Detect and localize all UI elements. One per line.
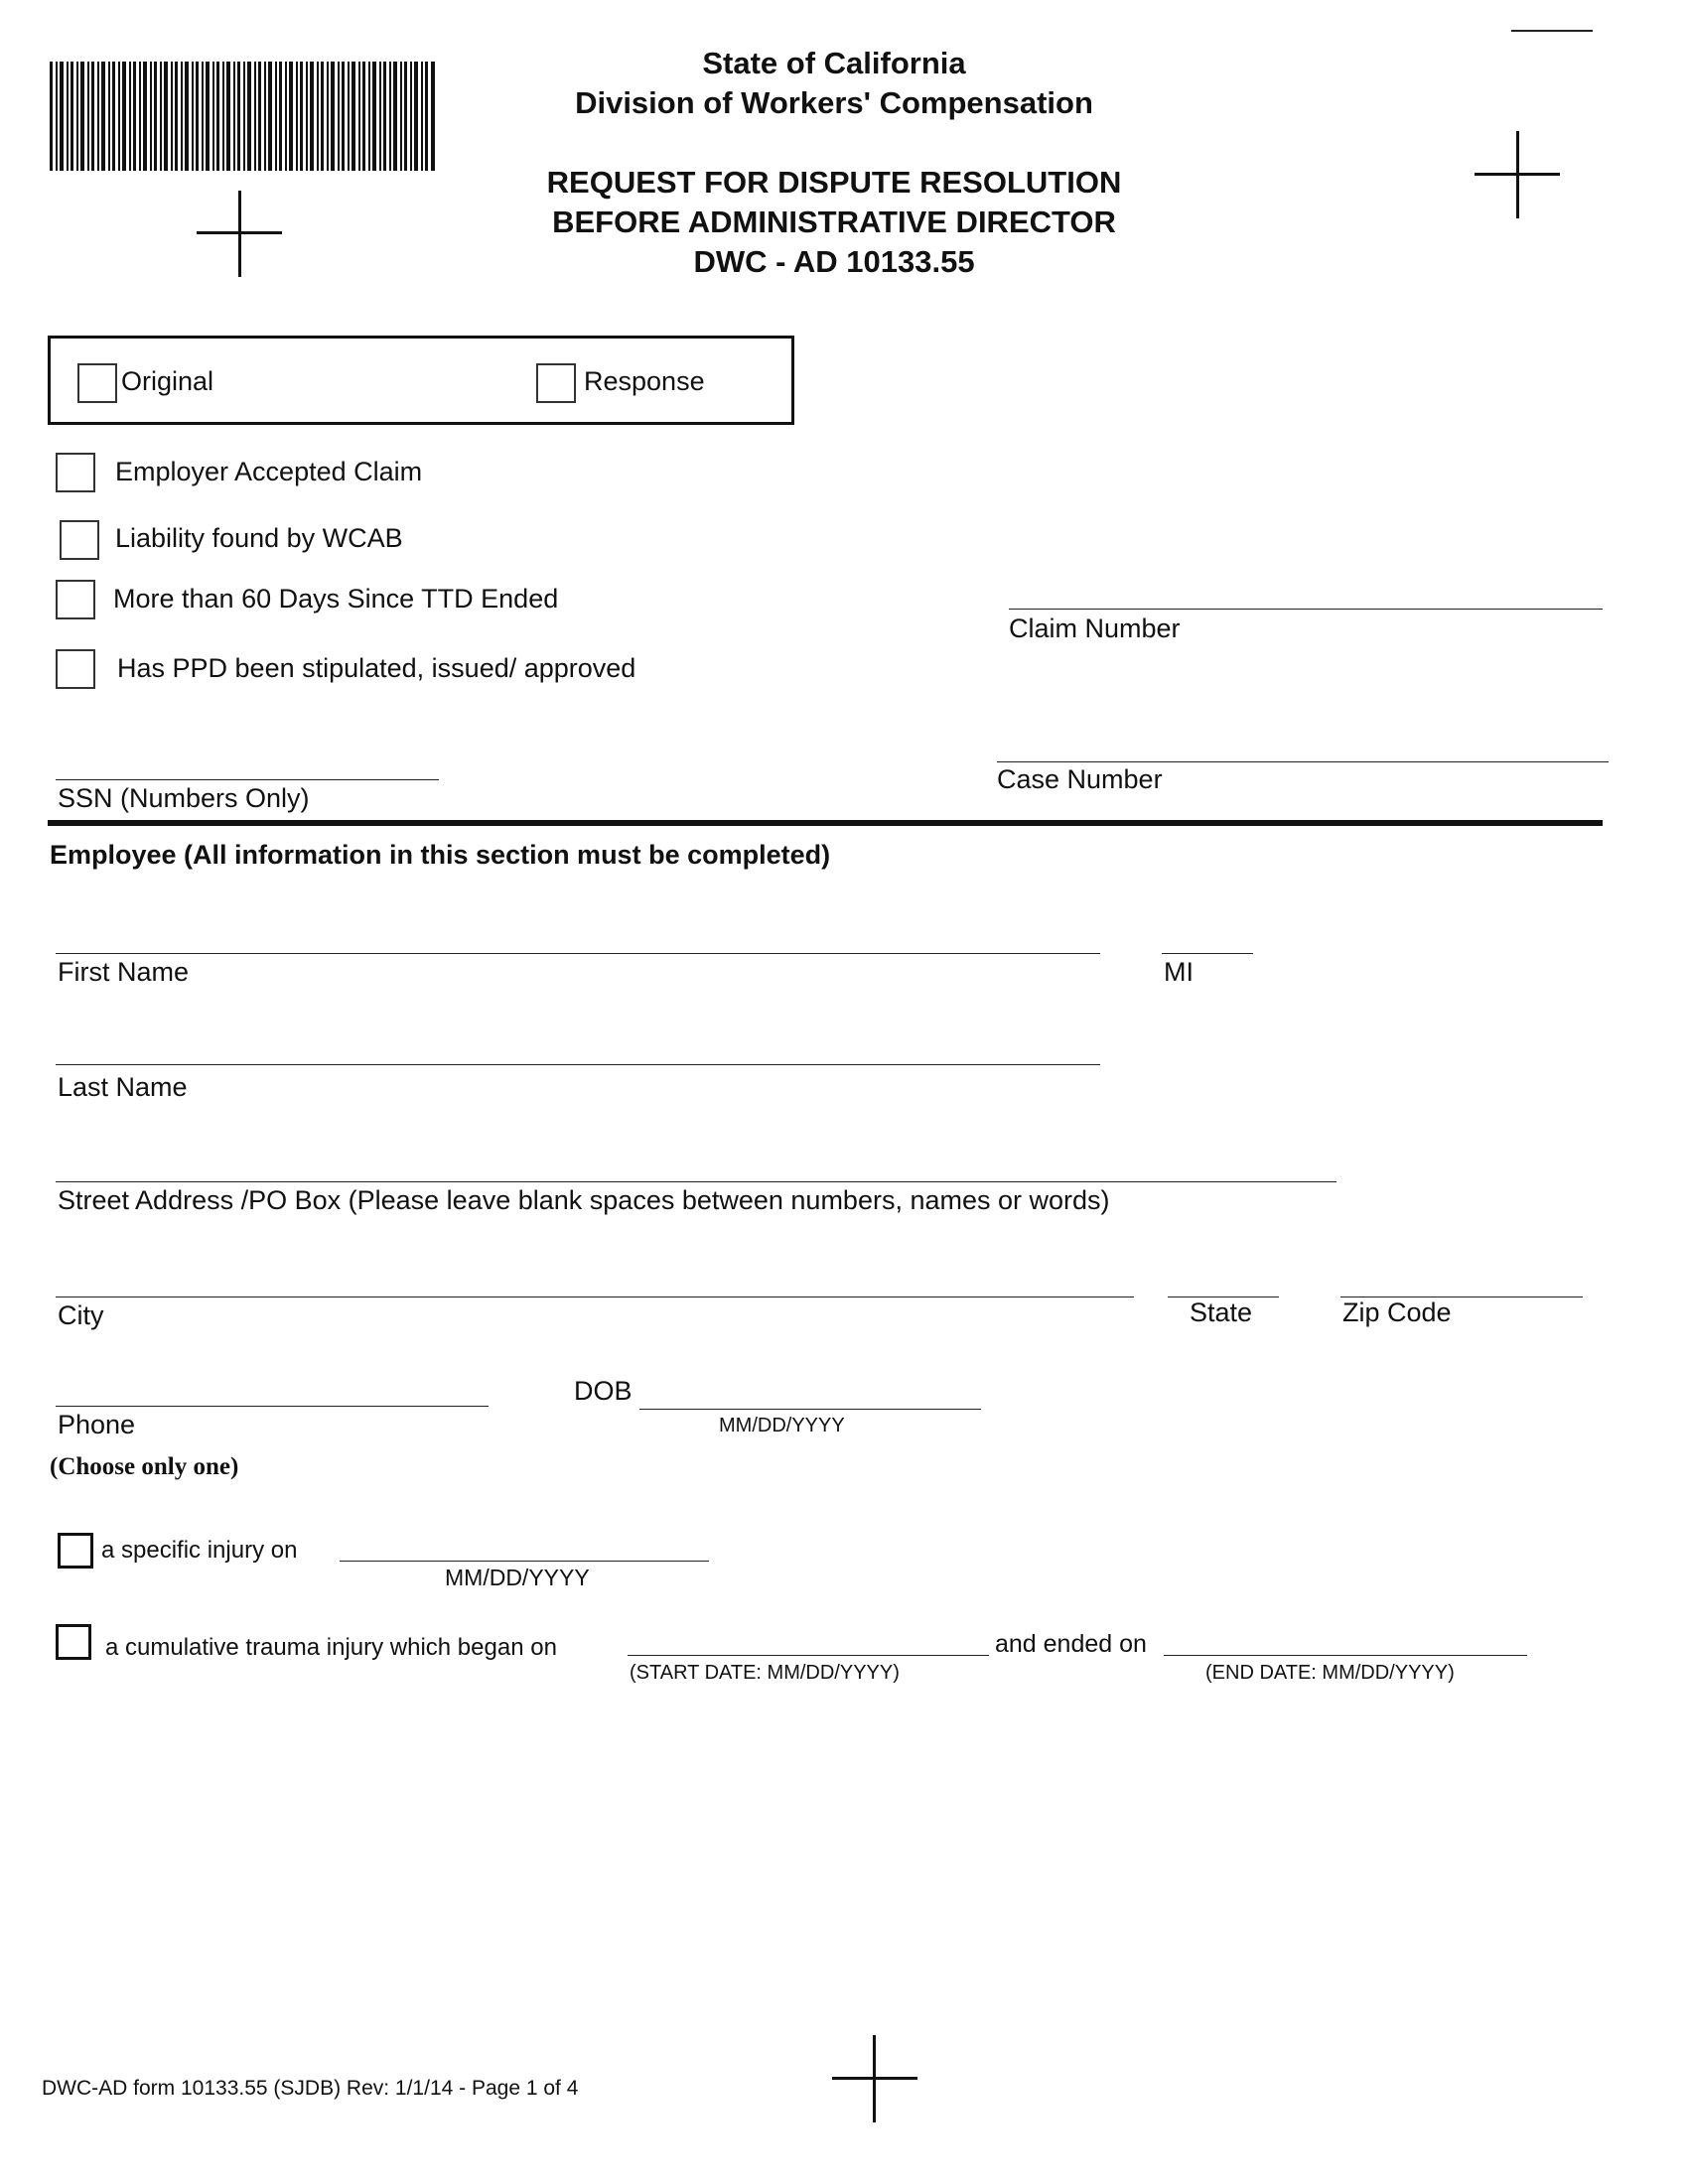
dob-label: DOB — [574, 1376, 633, 1406]
liability-found-label: Liability found by WCAB — [115, 523, 403, 553]
ppd-stipulated-label: Has PPD been stipulated, issued/ approved — [117, 653, 636, 683]
ssn-field[interactable] — [56, 779, 439, 780]
street-address-field[interactable] — [56, 1181, 1336, 1182]
form-title-line2: BEFORE ADMINISTRATIVE DIRECTOR — [552, 205, 1116, 239]
zip-code-label: Zip Code — [1342, 1297, 1452, 1327]
employer-accepted-label: Employer Accepted Claim — [115, 457, 423, 486]
street-address-label: Street Address /PO Box (Please leave blank spaces between numbers, names or words) — [58, 1185, 1110, 1215]
header-state: State of California — [702, 46, 966, 80]
end-date-format-hint: (END DATE: MM/DD/YYYY) — [1205, 1662, 1455, 1684]
form-code: DWC - AD 10133.55 — [693, 244, 975, 279]
claim-number-field[interactable] — [1009, 609, 1603, 610]
dob-format-hint: MM/DD/YYYY — [719, 1415, 845, 1436]
last-name-field[interactable] — [56, 1064, 1100, 1065]
original-checkbox[interactable] — [77, 363, 117, 403]
start-date-format-hint: (START DATE: MM/DD/YYYY) — [630, 1662, 900, 1684]
first-name-field[interactable] — [56, 953, 1100, 954]
specific-injury-format-hint: MM/DD/YYYY — [445, 1565, 590, 1590]
case-number-field[interactable] — [997, 761, 1609, 762]
phone-field[interactable] — [56, 1406, 489, 1407]
phone-label: Phone — [58, 1410, 136, 1439]
cumulative-injury-checkbox[interactable] — [56, 1624, 91, 1660]
dob-field[interactable] — [639, 1409, 981, 1410]
cumulative-injury-label: a cumulative trauma injury which began on — [105, 1634, 557, 1661]
choose-only-one-label: (Choose only one) — [50, 1453, 239, 1480]
and-ended-on-label: and ended on — [995, 1630, 1147, 1658]
response-checkbox[interactable] — [536, 363, 576, 403]
header-division: Division of Workers' Compensation — [575, 85, 1093, 120]
first-name-label: First Name — [58, 957, 190, 987]
case-number-label: Case Number — [997, 764, 1163, 794]
form-title-line1: REQUEST FOR DISPUTE RESOLUTION — [546, 165, 1122, 200]
state-label: State — [1190, 1297, 1253, 1327]
employer-accepted-checkbox[interactable] — [56, 453, 95, 492]
ppd-stipulated-checkbox[interactable] — [56, 649, 95, 689]
mi-label: MI — [1164, 957, 1194, 987]
more-than-60-days-label: More than 60 Days Since TTD Ended — [113, 584, 559, 614]
specific-injury-label: a specific injury on — [101, 1537, 298, 1564]
last-name-label: Last Name — [58, 1072, 188, 1102]
mi-field[interactable] — [1162, 953, 1253, 954]
more-than-60-days-checkbox[interactable] — [56, 580, 95, 619]
cumulative-end-date-field[interactable] — [1164, 1655, 1527, 1656]
city-label: City — [58, 1300, 104, 1330]
response-label: Response — [584, 366, 705, 396]
employee-section-title: Employee (All information in this section must be completed) — [50, 840, 831, 870]
claim-number-label: Claim Number — [1009, 614, 1181, 643]
cumulative-start-date-field[interactable] — [628, 1655, 989, 1656]
corner-mark-line — [1511, 30, 1593, 32]
ssn-label: SSN (Numbers Only) — [58, 783, 310, 813]
specific-injury-checkbox[interactable] — [58, 1533, 93, 1569]
liability-found-checkbox[interactable] — [60, 520, 99, 560]
section-divider — [48, 820, 1603, 826]
footer-form-info: DWC-AD form 10133.55 (SJDB) Rev: 1/1/14 - Page 1 of 4 — [42, 2077, 579, 2100]
specific-injury-date-field[interactable] — [340, 1561, 709, 1562]
original-label: Original — [121, 366, 214, 396]
